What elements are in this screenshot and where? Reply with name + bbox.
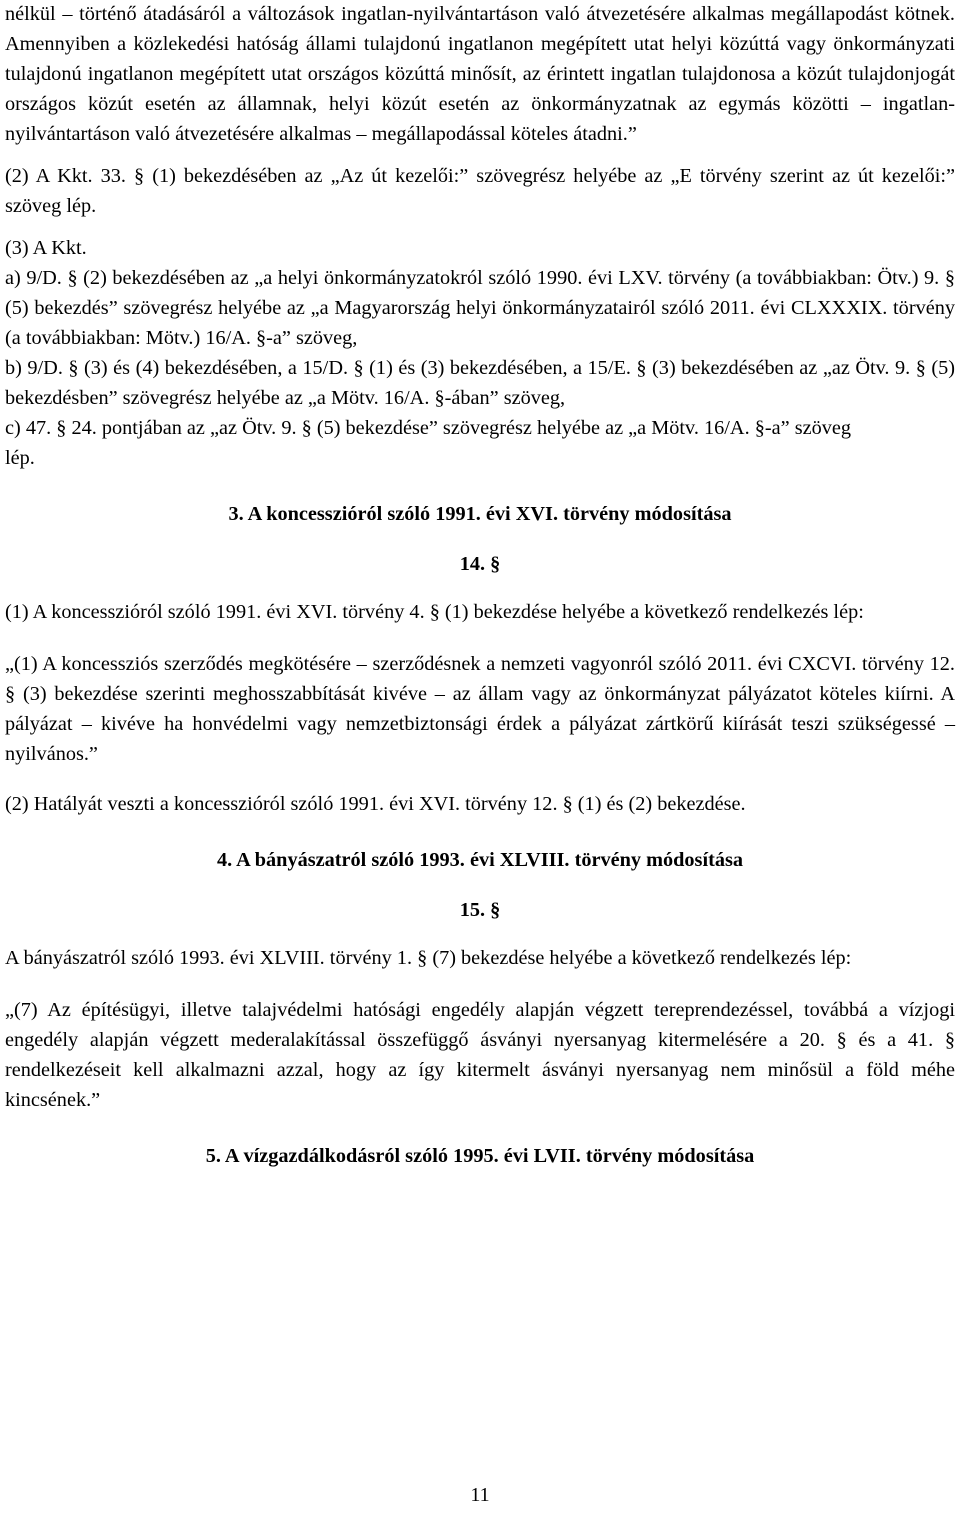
section-number-14: 14. §: [459, 553, 501, 575]
section-heading-3: 3. A koncesszióról szóló 1991. évi XVI. törvény módosítása: [228, 503, 732, 525]
paragraph-15: A bányászatról szóló 1993. évi XLVIII. törvény 1. § (7) bekezdése helyébe a következő rendelkezés lép:: [5, 947, 852, 969]
item-a: a) 9/D. § (2) bekezdésében az „a helyi önkormányzatokról szóló 1990. évi LXV. törvény (a továbbiakban: Ötv.) 9. § (5) bekezdés” szövegrész helyébe az „a Magyarország helyi önkormányzatairól szóló 2011. évi CLXXXIX. törvény (a továbbiakban: Mötv.) 16/A. §-a” szöveg,: [5, 267, 955, 349]
paragraph-14-1: (1) A koncesszióról szóló 1991. évi XVI. törvény 4. § (1) bekezdése helyébe a következő rendelkezés lép:: [5, 601, 864, 623]
quoted-provision-14: „(1) A koncessziós szerződés megkötésére – szerződésnek a nemzeti vagyonról szóló 2011. évi CXCVI. törvény 12. § (3) bekezdése szerinti meghosszabbítását kivéve – az állam vagy az önkormányzat pályázatot köteles kiírni. A pályázat – kivéve ha honvédelmi vagy nemzetbiztonsági érdek a pályázat zártkörű kiírását teszi szükségessé – nyilvános.”: [5, 653, 955, 765]
section-heading-4: 4. A bányászatról szóló 1993. évi XLVIII. törvény módosítása: [216, 849, 744, 871]
section-heading-5: 5. A vízgazdálkodásról szóló 1995. évi LVII. törvény módosítása: [205, 1145, 755, 1167]
paragraph-lep: lép.: [5, 447, 35, 469]
paragraph-continuation: nélkül – történő átadásáról a változások ingatlan-nyilvántartáson való átvezetésére alkalmas megállapodást kötnek. Amennyiben a közlekedési hatóság állami tulajdonú ingatlanon megépített utat helyi közúttá vagy önkormányzati tulajdonú ingatlanon megépített utat országos közúttá minősít, az érintett ingatlan tulajdonosa a közút tulajdonjogát országos közút esetén az államnak, helyi közút esetén az önkormányzatnak az egymás közötti – ingatlan-nyilvántartáson való átvezetésére alkalmas – megállapodással köteles átadni.”: [5, 3, 955, 145]
document-page: [5, 0, 955, 1171]
paragraph-kkt-33: (2) A Kkt. 33. § (1) bekezdésében az „Az út kezelői:” szövegrész helyébe az „E törvény szerint az út kezelői:” szöveg lép.: [5, 165, 955, 217]
paragraph-14-2: (2) Hatályát veszti a koncesszióról szóló 1991. évi XVI. törvény 12. § (1) és (2) bekezdése.: [5, 793, 746, 815]
item-c: c) 47. § 24. pontjában az „az Ötv. 9. § (5) bekezdése” szövegrész helyébe az „a Mötv. 16/A. §-a” szöveg: [5, 417, 852, 439]
quoted-provision-15: „(7) Az építésügyi, illetve talajvédelmi hatósági engedély alapján végzett tereprendezéssel, továbbá a vízjogi engedély alapján végzett mederalakítással összefüggő ásványi nyersanyag kitermelésére a 20. § és a 41. § rendelkezéseit kell alkalmazni azzal, hogy az így kitermelt ásványi nyersanyag nem minősül a föld méhe kincsének.”: [5, 999, 955, 1111]
item-b: b) 9/D. § (3) és (4) bekezdésében, a 15/D. § (1) és (3) bekezdésében, a 15/E. § (3) bekezdésében az „az Ötv. 9. § (5) bekezdésben” szövegrész helyébe az „a Mötv. 16/A. §-ában” szöveg,: [5, 357, 955, 409]
paragraph-kkt-3: (3) A Kkt.: [5, 237, 87, 259]
page-number: 11: [470, 1484, 490, 1506]
section-number-15: 15. §: [459, 899, 501, 921]
